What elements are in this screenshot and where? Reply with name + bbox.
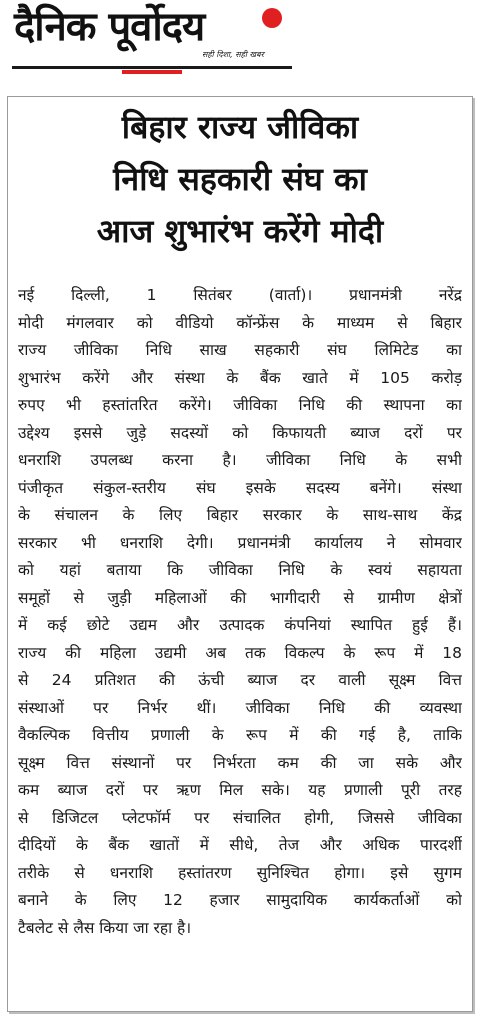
body-line: समूहों से जुड़ी महिलाओं की भागीदारी से ग्रामीण क्षेत्रों (18, 588, 462, 607)
newspaper-logo: दैनिक पूर्वोदय (14, 4, 205, 50)
body-line: से डिजिटल प्लेटफॉर्म पर संचालित होगी, जिससे जीविका (18, 808, 462, 827)
newspaper-tagline: सही दिशा, सही खबर (202, 50, 264, 59)
body-line: बनाने के लिए 12 हजार सामुदायिक कार्यकर्ताओं को (18, 891, 462, 909)
body-line: टैबलेट से लैस किया जा रहा है। (18, 918, 192, 937)
headline-line: बिहार राज्य जीविका (121, 108, 359, 146)
body-line: में कई छोटे उद्यम और उत्पादक कंपनियां स्थापित हुई हैं। (18, 616, 462, 634)
body-line: मोदी मंगलवार को वीडियो कॉन्फ्रेंस के माध्यम से बिहार (18, 313, 462, 332)
body-line: को यहां बताया कि जीविका निधि के स्वयं सहायता (18, 561, 462, 579)
body-line: तरीके से धनराशि हस्तांतरण सुनिश्चित होगा। इसे सुगम (18, 863, 462, 882)
body-line: दीदियों के बैंक खातों में सीधे, तेज और अधिक पारदर्शी (18, 836, 462, 854)
body-line: सरकार भी धनराशि देगी। प्रधानमंत्री कार्यालय ने सोमवार (18, 533, 462, 552)
article-clipping (7, 96, 473, 1012)
body-line: से 24 प्रतिशत की ऊंची ब्याज दर वाली सूक्ष्म वित्त (18, 671, 462, 689)
body-line: राज्य की महिला उद्यमी अब तक विकल्प के रूप में 18 (18, 643, 462, 662)
body-line: कम ब्याज दरों पर ऋण मिल सके। यह प्रणाली पूरी तरह (18, 781, 462, 799)
body-line: रुपए भी हस्तांतरित करेंगे। जीविका निधि की स्थापना का (18, 396, 462, 414)
article-body (18, 282, 462, 942)
body-line: नई दिल्ली, 1 सितंबर (वार्ता)। प्रधानमंत्री नरेंद्र (18, 286, 462, 304)
body-line: शुभारंभ करेंगे और संस्था के बैंक खाते में 105 करोड़ (18, 368, 462, 387)
body-line: पंजीकृत संकुल-स्तरीय संघ इसके सदस्य बनेंगे। संस्था (18, 478, 462, 497)
body-line: वैकल्पिक वित्तीय प्रणाली के रूप में की गई है, ताकि (18, 726, 462, 744)
body-line: सूक्ष्म वित्त संस्थानों पर निर्भरता कम की जा सके और (18, 753, 462, 772)
masthead-rule (12, 66, 292, 69)
article-headline (16, 101, 464, 257)
body-line: उद्देश्य इससे जुड़े सदस्यों को किफायती ब्याज दरों पर (18, 423, 462, 442)
logo-red-dot (262, 8, 282, 28)
body-line: के संचालन के लिए बिहार सरकार के साथ-साथ केंद्र (18, 506, 462, 524)
headline-line: आज शुभारंभ करेंगे मोदी (96, 212, 384, 250)
masthead (12, 0, 292, 78)
headline-line: निधि सहकारी संघ का (113, 160, 367, 198)
masthead-red-accent (122, 70, 182, 74)
body-line: राज्य जीविका निधि साख सहकारी संघ लिमिटेड का (18, 341, 462, 359)
body-line: धनराशि उपलब्ध करना है। जीविका निधि के सभी (18, 451, 462, 469)
body-line: संस्थाओं पर निर्भर थीं। जीविका निधि की व्यवस्था (18, 698, 462, 717)
